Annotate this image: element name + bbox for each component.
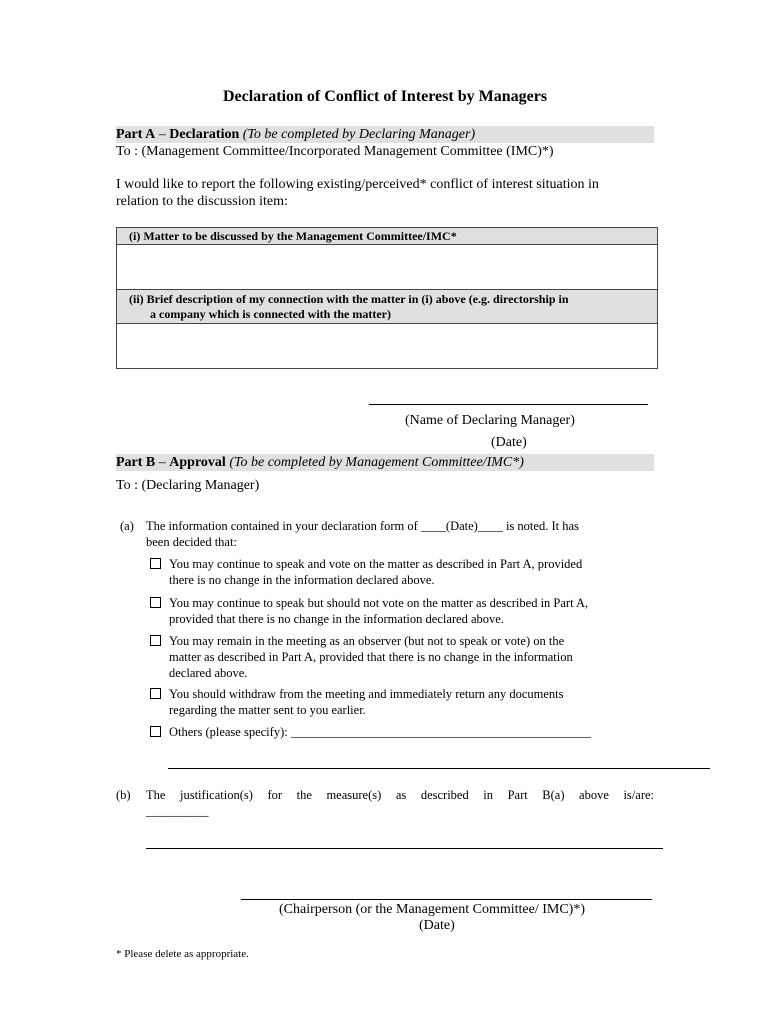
option-line: You may remain in the meeting as an observer (but not to speak or vote) on the: [169, 634, 565, 648]
option-line: matter as described in Part A, provided that there is no change in the information: [169, 650, 573, 664]
others-continuation-line[interactable]: [168, 768, 710, 769]
item-b-blank-field[interactable]: __________: [146, 804, 209, 818]
option-others-specify-field[interactable]: Others (please specify): ________________________________________________: [169, 725, 591, 739]
part-b-label: Part B: [116, 455, 156, 470]
item-b-marker: (b): [116, 788, 131, 802]
part-b-dash: –: [155, 455, 170, 470]
manager-name-caption: (Name of Declaring Manager): [405, 413, 575, 428]
option-line: there is no change in the information declared above.: [169, 573, 435, 587]
checkbox-speak-not-vote[interactable]: [150, 597, 161, 608]
checkbox-others[interactable]: [150, 726, 161, 737]
part-a-dash: –: [155, 127, 170, 142]
option-others: [150, 724, 655, 742]
justification-line[interactable]: [146, 848, 663, 849]
item-a-text-post: is noted. It has: [502, 519, 579, 533]
document-title: Declaration of Conflict of Interest by Managers: [222, 88, 548, 105]
declaration-table: [116, 227, 658, 369]
footnote: * Please delete as appropriate.: [116, 948, 249, 960]
part-a-note: (To be completed by Declaring Manager): [239, 127, 476, 142]
item-a-marker: (a): [120, 519, 134, 533]
option-line: declared above.: [169, 666, 248, 680]
item-a-date-field[interactable]: ____(Date)____: [420, 519, 503, 533]
part-b-to: To : (Declaring Manager): [116, 478, 260, 493]
item-a-text-line2: been decided that:: [146, 535, 237, 549]
table-row-connection-header: [117, 290, 657, 324]
part-b-note: (To be completed by Management Committee/IMC*): [225, 455, 524, 470]
matter-input-area[interactable]: [117, 245, 657, 290]
option-line: You may continue to speak and vote on the matter as described in Part A, provided: [169, 557, 583, 571]
connection-label-line1: (ii) Brief description of my connection with the matter in (i) above (e.g. directorship in: [129, 292, 569, 306]
part-a-intro-line1: I would like to report the following existing/perceived* conflict of interest situation in: [116, 177, 599, 192]
option-line: You should withdraw from the meeting and immediately return any documents: [169, 687, 564, 701]
option-withdraw: [150, 686, 655, 720]
table-row-matter-header: [117, 228, 657, 245]
option-speak-and-vote: [150, 556, 655, 590]
checkbox-speak-and-vote[interactable]: [150, 558, 161, 569]
part-b-header: [116, 454, 654, 471]
option-speak-not-vote: [150, 595, 655, 629]
part-a-intro-line2: relation to the discussion item:: [116, 194, 288, 209]
option-observer: [150, 633, 655, 683]
option-line: regarding the matter sent to you earlier.: [169, 703, 366, 717]
chairperson-caption: (Chairperson (or the Management Committee/ IMC)*): [279, 902, 585, 917]
part-a-to: To : (Management Committee/Incorporated Management Committee (IMC)*): [116, 144, 554, 159]
checkbox-withdraw[interactable]: [150, 688, 161, 699]
manager-name-line[interactable]: [369, 404, 648, 405]
manager-date-caption: (Date): [491, 435, 527, 450]
item-a-text-line1: [146, 519, 654, 534]
checkbox-observer[interactable]: [150, 635, 161, 646]
connection-input-area[interactable]: [117, 324, 657, 368]
option-line: You may continue to speak but should not vote on the matter as described in Part A,: [169, 596, 589, 610]
option-line: provided that there is no change in the information declared above.: [169, 612, 504, 626]
chairperson-date-caption: (Date): [419, 918, 455, 933]
chairperson-signature-line[interactable]: [241, 899, 652, 900]
part-a-heading: Declaration: [169, 127, 240, 142]
item-a-text-pre: The information contained in your declaration form of: [146, 519, 421, 533]
matter-label: (i) Matter to be discussed by the Management Committee/IMC*: [129, 229, 457, 243]
part-b-heading: Approval: [169, 455, 226, 470]
connection-label-line2: a company which is connected with the matter): [150, 307, 391, 321]
part-a-label: Part A: [116, 127, 156, 142]
item-b-text: The justification(s) for the measure(s) as described in Part B(a) above is/are:: [146, 788, 654, 802]
part-a-header: [116, 126, 654, 143]
